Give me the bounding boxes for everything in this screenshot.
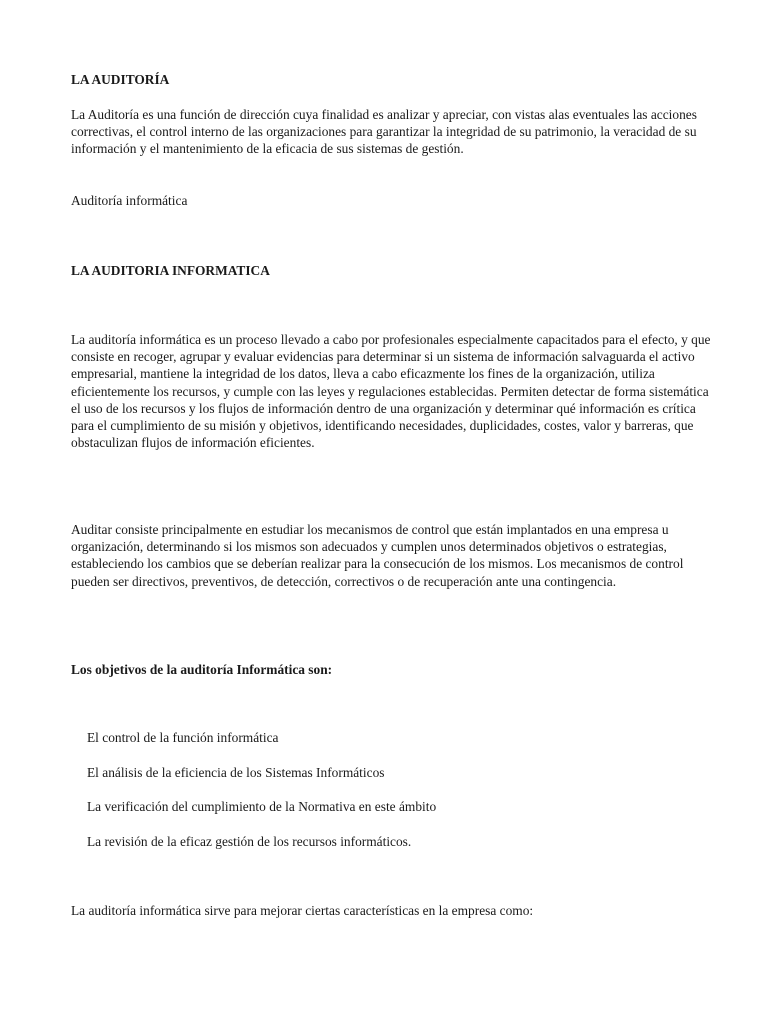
closing-paragraph: La auditoría informática sirve para mejorar ciertas características en la empresa como: (71, 903, 534, 918)
objective-item: El control de la función informática (87, 730, 279, 745)
objective-item: La revisión de la eficaz gestión de los recursos informáticos. (87, 834, 412, 849)
section-heading: LA AUDITORIA INFORMATICA (71, 263, 270, 278)
objective-item: La verificación del cumplimiento de la Normativa en este ámbito (87, 799, 437, 814)
document-title: LA AUDITORÍA (71, 72, 170, 87)
definition-paragraph: La auditoría informática es un proceso llevado a cabo por profesionales especialmente capacitados para el efecto, y que consiste en recoger, agrupar y evaluar evidencias para determinar si un sistema de información salvaguarda el activo empresarial, mantiene la integridad de los datos, lleva a cabo eficazmente los fines de la organización, utiliza eficientemente los recursos, y cumple con las leyes y regulaciones establecidas. Permiten detectar de forma sistemática el uso de los recursos y los flujos de información dentro de una organización y determinar qué información es crítica para el cumplimiento de su misión y objetivos, identificando necesidades, duplicidades, costes, valor y barreras, que obstaculizan flujos de información eficientes. (71, 332, 711, 451)
objectives-heading: Los objetivos de la auditoría Informática son: (71, 662, 333, 677)
objective-item: El análisis de la eficiencia de los Sistemas Informáticos (87, 765, 385, 780)
audit-paragraph: Auditar consiste principalmente en estudiar los mecanismos de control que están implantados en una empresa u organización, determinando si los mismos son adecuados y cumplen unos determinados objetivos o estrategias, estableciendo los cambios que se deberían realizar para la consecución de los mismos. Los mecanismos de control pueden ser directivos, preventivos, de detección, correctivos o de recuperación ante una contingencia. (71, 522, 684, 589)
subtitle-text: Auditoría informática (71, 193, 188, 208)
intro-paragraph: La Auditoría es una función de dirección cuya finalidad es analizar y apreciar, con vistas alas eventuales las acciones correctivas, el control interno de las organizaciones para garantizar la integridad de su patrimonio, la veracidad de su información y el mantenimiento de la eficacia de sus sistemas de gestión. (71, 107, 697, 157)
